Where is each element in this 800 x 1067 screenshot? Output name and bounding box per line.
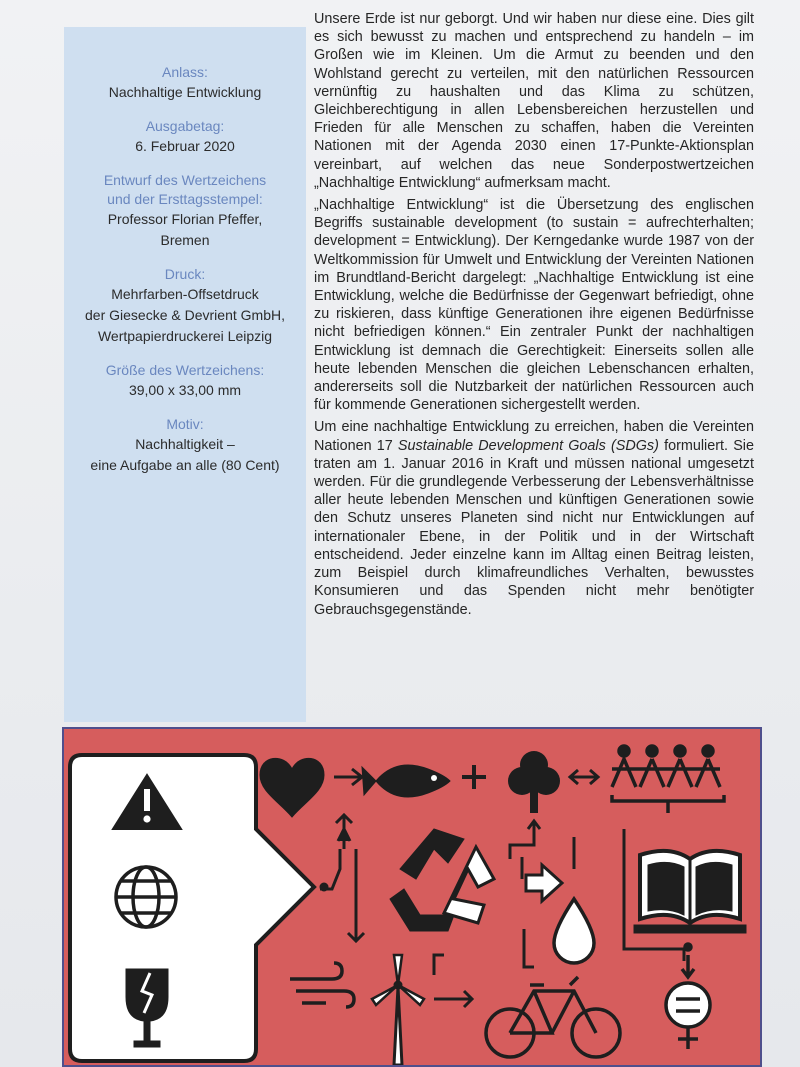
book-icon	[634, 851, 746, 933]
info-value: Professor Florian Pfeffer, Bremen	[107, 211, 263, 248]
info-label: Ausgabetag:	[145, 118, 225, 134]
info-label: Entwurf des Wertzeichens und der Ersttagsstempel:	[103, 172, 267, 207]
arrow-icon	[320, 815, 364, 941]
article-paragraph-1: Unsere Erde ist nur geborgt. Und wir haben nur diese eine. Dies gilt es sich bewusst zu machen und entsprechend zu handeln – im Großen wie im Kleinen. Um die Armut zu beenden und den Wohlstand gerecht zu verteilen, mit den natürlichen Ressourcen vernünftig zu haushalten und das Klima zu schützen, Gleichberechtigung in allen Lebensbereichen herzustellen und Frieden für alle Menschen zu schaffen, haben die Vereinten Nationen mit der Agenda 2030 einen 17-Punkte-Aktionsplan vereinbart, auf welchen das neue Sonderpostwertzeichen „Nachhaltige Entwicklung“ aufmerksam macht.	[314, 11, 754, 191]
info-size	[64, 361, 306, 401]
fish-icon	[362, 765, 450, 797]
info-value: 6. Februar 2020	[135, 138, 235, 154]
people-chain-icon	[612, 746, 724, 813]
water-drop-icon	[554, 899, 594, 963]
info-label: Anlass:	[162, 64, 208, 80]
recycle-icon	[390, 829, 494, 931]
paragraph-text: formuliert. Sie traten am 1. Januar 2016 in Kraft und müssen national umgesetzt werden. Für die grundlegende Verbesserung der Lebensverhältnisse aller heute lebenden Menschen und künftigen Generationen sowie den Schutz unseres Planeten sind nicht nur Entwicklungen auf internationaler Ebene, in der Politik und in der Wirtschaft entscheidend. Jeder einzelne kann im Alltag einen Beitrag leisten, zum Beispiel durch klimafreundliches Verhalten, bewusstes Konsumieren und das Spenden nicht mehr benötigter Gebrauchsgegenstände.	[314, 437, 754, 618]
info-motif	[64, 415, 306, 476]
info-value: Nachhaltigkeit – eine Aufgabe an alle (80 Cent)	[90, 436, 280, 473]
paragraph-text: Um eine nachhaltige Entwicklung zu erreichen, haben die Vereinten Nationen 17	[314, 419, 754, 454]
arrow-icon	[434, 929, 534, 1007]
info-label: Druck:	[164, 266, 206, 282]
stamp-info-sidebar	[64, 27, 306, 722]
info-design	[64, 171, 306, 251]
block-arrow-icon	[526, 865, 562, 901]
info-label: Größe des Wertzeichens:	[105, 362, 265, 378]
illustration-canvas	[64, 729, 760, 1065]
stamp-illustration	[62, 727, 762, 1067]
info-occasion	[64, 63, 306, 103]
wind-turbine-icon	[372, 955, 424, 1065]
bicycle-icon	[486, 977, 620, 1057]
article-paragraph-3	[314, 418, 754, 618]
article-body	[314, 10, 754, 623]
info-label: Motiv:	[166, 416, 204, 432]
heart-icon	[260, 758, 324, 817]
equality-icon	[666, 944, 710, 1049]
plus-icon	[462, 765, 486, 789]
info-issue-date	[64, 117, 306, 157]
info-print	[64, 265, 306, 347]
wind-icon	[290, 963, 354, 1007]
article-paragraph-2: „Nachhaltige Entwicklung“ ist die Übersetzung des englischen Begriffs sustainable development (to sustain = aufrechterhalten; development = Entwicklung). Der Kerngedanke wurde 1987 von der Weltkommission für Umwelt und Entwicklung der Vereinten Nationen im Brundtland-Bericht dargelegt: „Nachhaltige Entwicklung ist eine Entwicklung, welche die Bedürfnisse der Gegenwart befriedigt, ohne zu riskieren, dass künftige Generationen ihre eigenen Bedürfnisse nicht befriedigen können.“ Ein zentraler Punkt der nachhaltigen Entwicklung ist demnach die Gerechtigkeit: Einerseits sollen alle heute lebenden Menschen die gleichen Lebenschancen erhalten, andererseits soll die Nutzbarkeit der natürlichen Ressourcen auch für kommende Generationen sichergestellt werden.	[314, 197, 754, 414]
info-value: Mehrfarben-Offsetdruck der Giesecke & Devrient GmbH, Wertpapierdruckerei Leipzig	[85, 286, 285, 344]
info-value: 39,00 x 33,00 mm	[128, 382, 242, 398]
sdg-term: Sustainable Development Goals (SDGs)	[397, 437, 659, 454]
arrow-icon	[334, 769, 362, 785]
tree-icon	[508, 751, 560, 813]
double-arrow-icon	[570, 770, 598, 784]
info-value: Nachhaltige Entwicklung	[108, 84, 262, 100]
